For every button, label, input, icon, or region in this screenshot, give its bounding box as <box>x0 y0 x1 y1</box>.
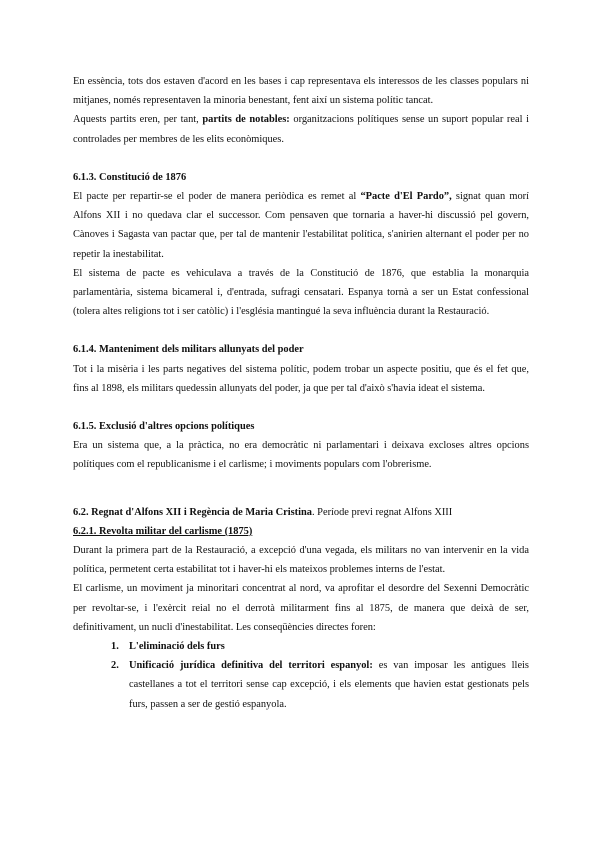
intro-paragraph-1: En essència, tots dos estaven d'acord en les bases i cap representava els interessos de les classes populars ni mitjanes, només representaven la minoria benestant, fent així un sistema polític tancat. <box>73 76 529 107</box>
section-6-2-1-paragraph-2: El carlisme, un moviment ja minoritari concentrat al nord, va aprofitar el desordre del Sexenni Democràtic per revoltar-se, i l'exèrcit reial no el derrotà militarment fins al 1875, de manera que deixà de ser, definitivament, un nucli d'inestabilitat. Les conseqüències directes foren: <box>73 583 529 633</box>
section-6-1-3-heading: 6.1.3. Constitució de 1876 <box>73 171 187 183</box>
pacte-el-pardo-term: “Pacte d'El Pardo”, <box>360 191 452 203</box>
consequences-list <box>73 637 529 714</box>
section-6-1-3-paragraph-1: El pacte per repartir-se el poder de manera periòdica es remet al “Pacte d'El Pardo”, signat quan morí Alfons XII i no quedava clar el successor. Com pensaven que tornaria a haver-hi discussió pel govern, Cànoves i Sagasta van pactar que, per tal de mantenir l'estabilitat política, s'anirien alternant el poder per no repetir la inestabilitat. <box>73 191 529 260</box>
partits-de-notables-term: partits de notables: <box>202 114 290 126</box>
section-6-1-4-heading: 6.1.4. Manteniment dels militars allunyats del poder <box>73 344 304 356</box>
section-6-2-1-paragraph-1: Durant la primera part de la Restauració, a excepció d'una vegada, els militars no van intervenir en la vida política, permetent certa estabilitat tot i haver-hi els mateixos problemes interns de l'estat. <box>73 545 529 576</box>
document-page <box>73 72 529 714</box>
section-6-2-heading: 6.2. Regnat d'Alfons XII i Regència de Maria Cristina. Període previ regnat Alfons XIII <box>73 506 453 518</box>
intro-paragraph-2: Aquests partits eren, per tant, partits de notables: organitzacions polítiques sense un suport popular real i controlades per membres de les elits econòmiques. <box>73 114 529 145</box>
section-6-1-4-paragraph-1: Tot i la misèria i les parts negatives del sistema polític, podem trobar un aspecte positiu, que és el fet que, fins al 1898, els militars quedessin allunyats del poder, ja que per tal d'això s'havia ideat el sistema. <box>73 363 529 394</box>
section-6-1-5-paragraph-1: Era un sistema que, a la pràctica, no era democràtic ni parlamentari i deixava excloses altres opcions polítiques com el republicanisme i el carlisme; i moviments populars com l'obrerisme. <box>73 440 529 471</box>
section-6-1-3-paragraph-2: El sistema de pacte es vehiculava a través de la Constitució de 1876, que establia la monarquia parlamentària, sistema bicameral i, d'entrada, sufragi censatari. Espanya tornà a ser un Estat confessional (tolera altes religions tot i ser catòlic) i l'església mantingué la seva influència durant la Restauració. <box>73 267 529 318</box>
section-6-1-5-heading: 6.1.5. Exclusió d'altres opcions polítiques <box>73 421 255 433</box>
list-item: 2. Unificació jurídica definitiva del territori espanyol: es van imposar les antigues lleis castellanes a tot el territori sense cap excepció, i els elements que havien estat gestionats pels furs, passen a ser de gestió espanyola. <box>111 660 529 710</box>
section-6-2-1-heading: 6.2.1. Revolta militar del carlisme (1875) <box>73 525 253 537</box>
list-item: 1. L'eliminació dels furs <box>111 641 225 653</box>
